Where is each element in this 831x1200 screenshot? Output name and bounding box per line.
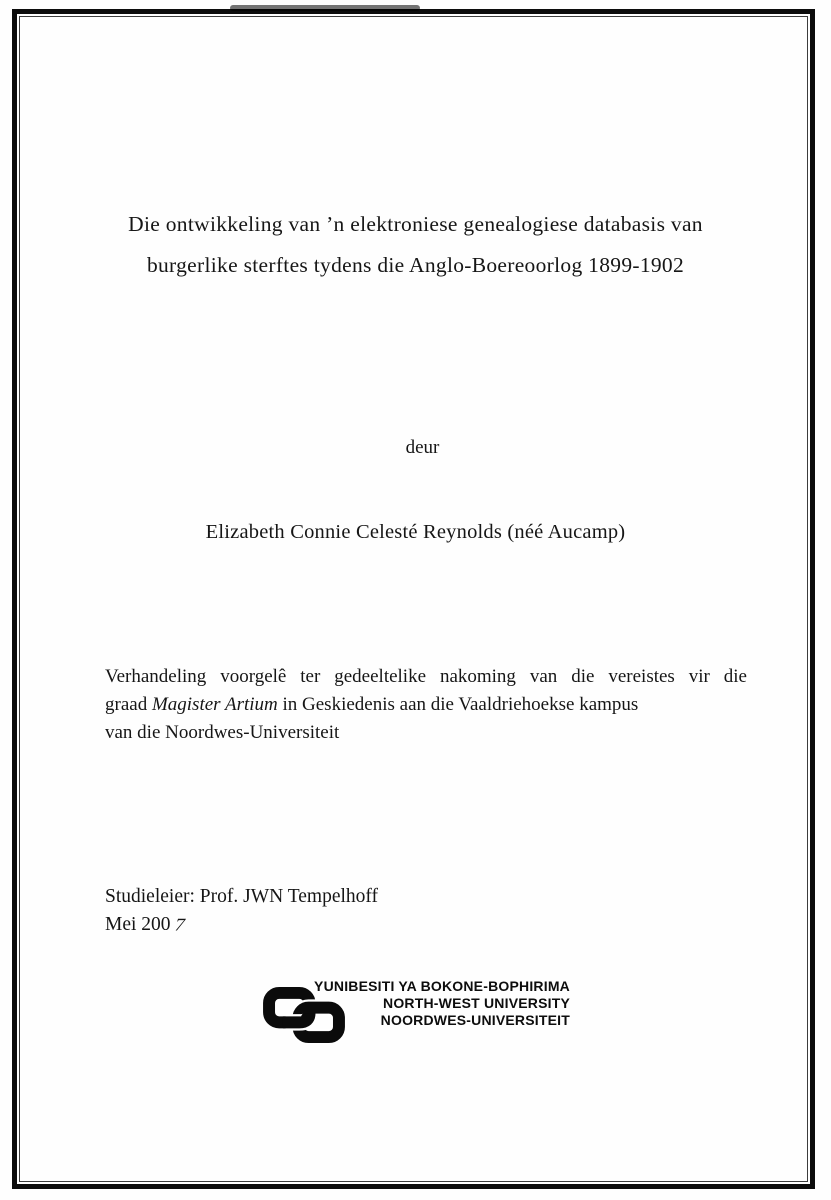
- submission-line-1: Verhandeling voorgelê ter gedeeltelike nakoming van die vereistes vir die: [105, 666, 747, 687]
- logo-line-afrikaans: NOORDWES-UNIVERSITEIT: [380, 1012, 570, 1028]
- scan-artifact: [230, 5, 420, 11]
- author-name: Elizabeth Connie Celesté Reynolds (néé Aucamp): [205, 521, 626, 543]
- submission-line-2: [105, 691, 747, 719]
- date-last-digit: 7: [171, 916, 187, 936]
- date-prefix: Mei 200: [105, 914, 171, 935]
- submission-statement: [105, 663, 747, 747]
- logo-line-setswana: YUNIBESITI YA BOKONE-BOPHIRIMA: [314, 978, 570, 994]
- supervisor-block: [105, 883, 378, 939]
- thesis-title-line-2: burgerlike sterftes tydens die Anglo-Boereoorlog 1899-1902: [146, 253, 685, 277]
- submission-line-3: van die Noordwes-Universiteit: [105, 722, 340, 743]
- supervisor-line: Studieleier: Prof. JWN Tempelhoff: [105, 886, 379, 907]
- submission-line-2-pre: graad: [105, 694, 152, 715]
- logo-line-english: NORTH-WEST UNIVERSITY: [383, 995, 570, 1011]
- date-line: [105, 911, 378, 939]
- university-logo-text: [260, 978, 570, 1029]
- thesis-title-line-1: Die ontwikkeling van ’n elektroniese genealogiese databasis van: [128, 212, 703, 236]
- byline-label: deur: [405, 437, 440, 458]
- degree-name: Magister Artium: [151, 694, 278, 715]
- submission-line-2-post: in Geskiedenis aan die Vaaldriehoekse kampus: [277, 694, 639, 715]
